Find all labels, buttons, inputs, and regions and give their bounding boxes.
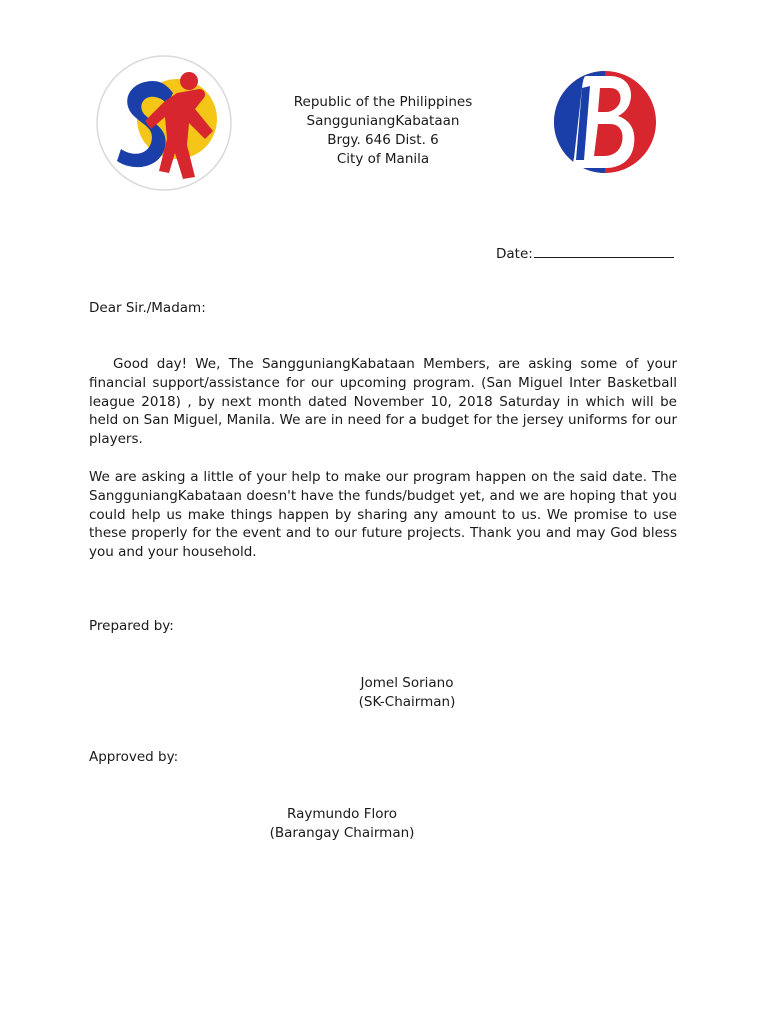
preparer-title: (SK-Chairman): [358, 694, 456, 710]
body-paragraph-2: We are asking a little of your help to make our program happen on the said date. The SangguniangKabataan doesn't have the funds/budget yet, and we are hoping that you could help us make things happen by sharing any amount to us. We promise to use these properly for the event and to our future projects. Thank you and may God bless you and your household.: [89, 469, 677, 561]
body-paragraph-1: Good day! We, The SangguniangKabataan Members, are asking some of your financial support/assistance for our upcoming program. (San Miguel Inter Basketball league 2018) , by next month dated November 10, 2018 Saturday in which will be held on San Miguel, Manila. We are in need for a budget for the jersey uniforms for our players.: [89, 356, 677, 448]
letterhead-country: Republic of the Philippines: [293, 94, 473, 110]
sk-logo-icon: [95, 53, 233, 193]
letterhead-city: City of Manila: [336, 151, 430, 167]
barangay-logo-icon: [552, 68, 658, 176]
letterhead-office: SangguniangKabataan: [306, 113, 460, 129]
date-blank: [534, 243, 674, 258]
date-field: [496, 243, 674, 262]
letterhead-barangay: Brgy. 646 Dist. 6: [327, 132, 439, 148]
approver-signature-block: [262, 805, 422, 843]
approved-by-label: Approved by:: [89, 749, 179, 765]
letterhead: [250, 93, 516, 169]
approver-name: Raymundo Floro: [286, 806, 398, 822]
approver-title: (Barangay Chairman): [269, 825, 415, 841]
preparer-signature-block: [330, 674, 484, 712]
prepared-by-label: Prepared by:: [89, 618, 174, 634]
preparer-name: Jomel Soriano: [360, 675, 454, 691]
date-label: Date:: [496, 246, 533, 262]
salutation: Dear Sir./Madam:: [89, 300, 206, 316]
